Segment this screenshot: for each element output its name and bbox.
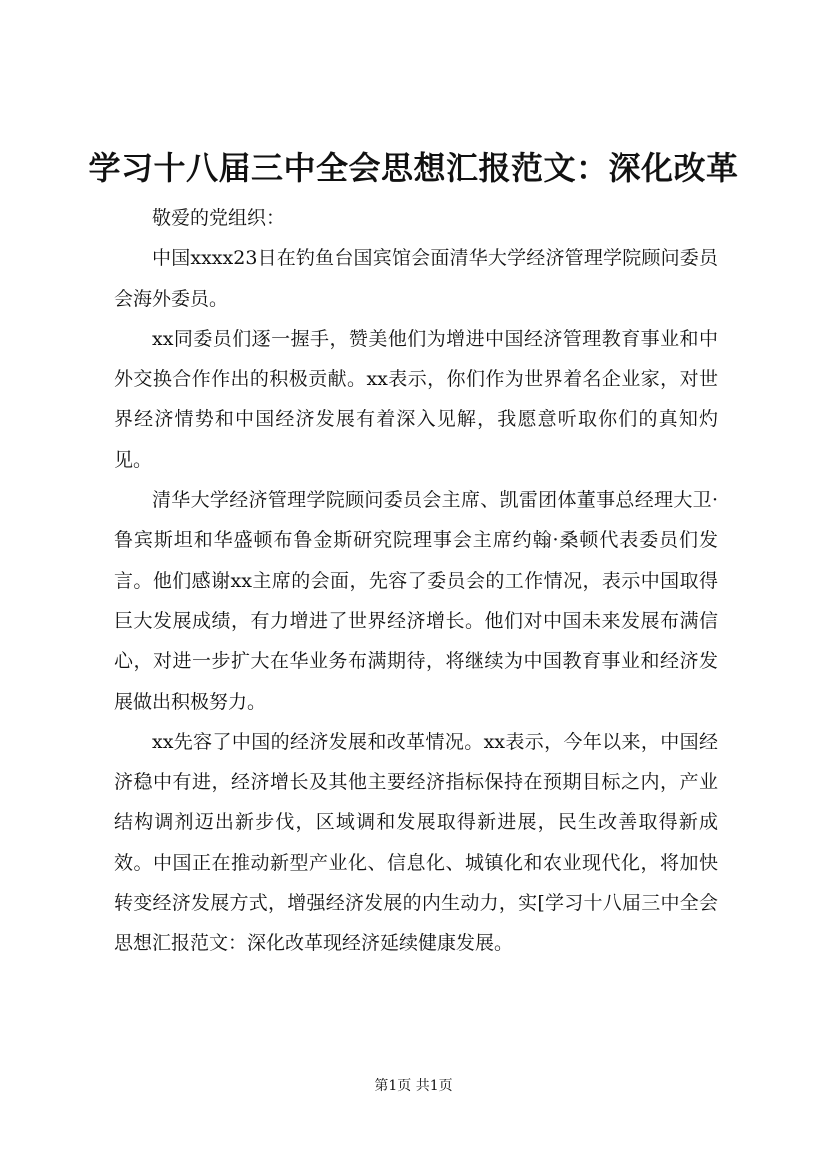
body-paragraph: xx同委员们逐一握手，赞美他们为增进中国经济管理教育事业和中外交换合作作出的积极贡献。xx表示，你们作为世界着名企业家，对世界经济情势和中国经济发展有着深入见解，我愿意听取你们的真知灼见。 xyxy=(114,327,718,471)
body-paragraph: 清华大学经济管理学院顾问委员会主席、凯雷团体董事总经理大卫·鲁宾斯坦和华盛顿布鲁金斯研究院理事会主席约翰·桑顿代表委员们发言。他们感谢xx主席的会面，先容了委员会的工作情况，表示中国取得巨大发展成绩，有力增进了世界经济增长。他们对中国未来发展布满信心，对进一步扩大在华业务布满期待，将继续为中国教育事业和经济发展做出积极努力。 xyxy=(114,489,718,713)
page-footer: 第1页 共1页 xyxy=(374,1078,453,1094)
body-paragraph: xx先容了中国的经济发展和改革情况。xx表示，今年以来，中国经济稳中有进，经济增长及其他主要经济指标保持在预期目标之内，产业结构调剂迈出新步伐，区域调和发展取得新进展，民生改善取得新成效。中国正在推动新型产业化、信息化、城镇化和农业现代化，将加快转变经济发展方式，增强经济发展的内生动力，实[学习十八届三中全会思想汇报范文：深化改革现经济延续健康发展。 xyxy=(114,730,718,955)
body-paragraph: 中国xxxx23日在钓鱼台国宾馆会面清华大学经济管理学院顾问委员会海外委员。 xyxy=(114,247,718,310)
document-body xyxy=(114,198,718,964)
salutation-paragraph: 敬爱的党组织： xyxy=(152,207,286,229)
document-title: 学习十八届三中全会思想汇报范文：深化改革 xyxy=(88,149,739,187)
